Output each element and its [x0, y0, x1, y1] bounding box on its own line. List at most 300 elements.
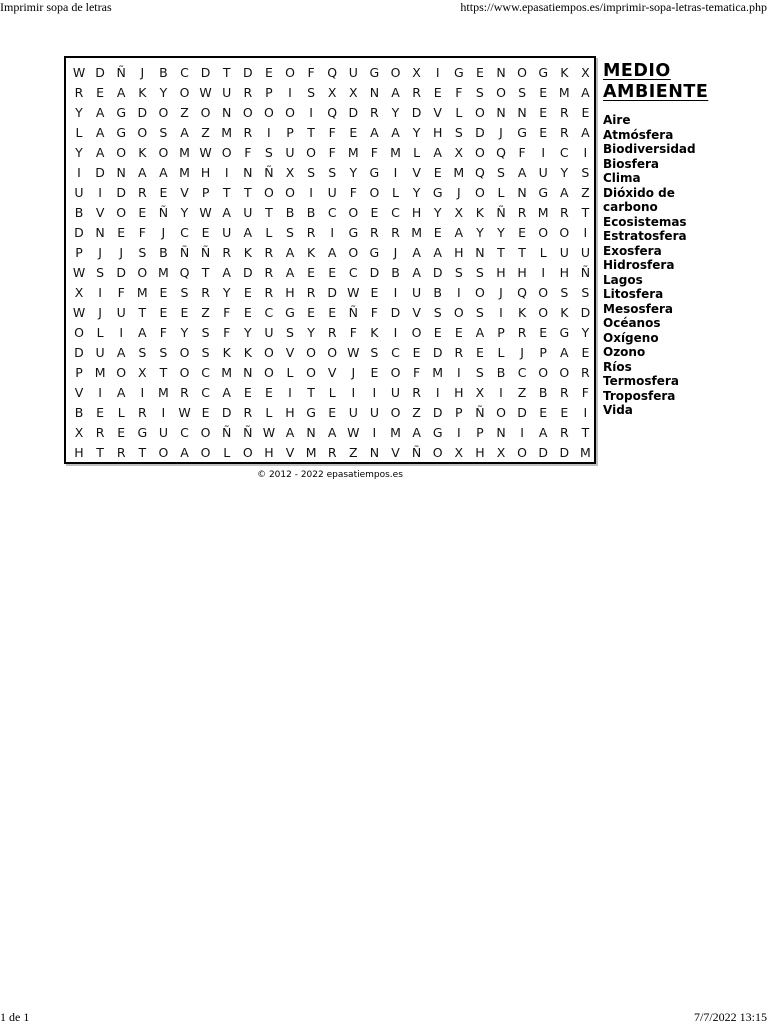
grid-letter: A [116, 385, 126, 400]
grid-letter: R [201, 285, 210, 300]
grid-letter: A [116, 85, 126, 100]
grid-letter: N [95, 225, 105, 240]
grid-letter: T [307, 385, 315, 400]
word-search-grid [64, 56, 596, 464]
grid-letter: I [393, 325, 398, 340]
grid-letter: E [117, 425, 126, 440]
grid-letter: S [497, 165, 505, 180]
grid-letter: Y [476, 225, 484, 240]
grid-letter: O [263, 345, 274, 360]
grid-letter: D [390, 305, 401, 320]
grid-letter: R [243, 405, 253, 420]
grid-letter: N [243, 365, 253, 380]
grid-letter: T [222, 65, 231, 80]
grid-row [66, 283, 594, 303]
grid-letter: U [116, 305, 126, 320]
grid-letter: I [98, 385, 102, 400]
grid-letter: R [370, 225, 379, 240]
grid-letter: E [328, 305, 337, 320]
grid-letter: D [116, 265, 126, 280]
grid-letter: O [285, 65, 295, 80]
grid-letter: Q [179, 265, 190, 280]
grid-letter: I [541, 145, 546, 160]
grid-letter: V [412, 305, 421, 320]
grid-letter: O [496, 405, 506, 420]
grid-letter: T [497, 245, 505, 260]
word-list-item: Ozono [603, 345, 646, 359]
grid-letter: N [369, 445, 380, 460]
grid-letter: U [264, 325, 274, 340]
grid-letter: O [242, 105, 253, 120]
grid-letter: E [518, 225, 527, 240]
grid-letter: R [243, 125, 253, 140]
grid-letter: E [328, 405, 337, 420]
grid-letter: S [475, 305, 484, 320]
grid-letter: S [307, 85, 316, 100]
grid-letter: P [455, 405, 463, 420]
grid-letter: R [559, 105, 569, 120]
grid-letter: Q [517, 285, 528, 300]
grid-letter: V [391, 445, 400, 460]
grid-letter: O [327, 345, 338, 360]
word-list-item: Clima [603, 171, 641, 185]
grid-letter: T [243, 185, 252, 200]
grid-letter: I [499, 305, 503, 320]
grid-letter: O [432, 445, 443, 460]
grid-letter: N [475, 245, 485, 260]
grid-letter: O [474, 145, 485, 160]
grid-letter: T [307, 125, 315, 140]
grid-letter: J [161, 225, 166, 240]
grid-letter: G [538, 185, 549, 200]
grid-letter: V [180, 185, 189, 200]
grid-letter: G [285, 305, 295, 320]
grid-letter: I [77, 165, 81, 180]
grid-letter: B [391, 265, 400, 280]
grid-row [66, 83, 594, 103]
grid-letter: L [75, 125, 83, 140]
grid-letter: E [475, 65, 484, 80]
grid-letter: M [411, 225, 422, 240]
grid-letter: S [286, 225, 294, 240]
grid-letter: O [179, 85, 190, 100]
grid-letter: Ñ [264, 165, 274, 180]
grid-letter: R [243, 85, 253, 100]
grid-letter: O [263, 185, 274, 200]
grid-letter: B [74, 205, 84, 220]
grid-letter: A [560, 185, 569, 200]
grid-letter: T [581, 205, 590, 220]
grid-row [66, 123, 594, 143]
grid-letter: E [370, 365, 379, 380]
grid-letter: R [264, 285, 274, 300]
grid-letter: D [137, 105, 148, 120]
word-list-item: Troposfera [603, 388, 676, 403]
grid-letter: E [138, 205, 147, 220]
word-list-item: Estratosfera [603, 229, 687, 243]
grid-letter: P [75, 365, 83, 380]
grid-letter: O [200, 445, 211, 460]
grid-letter: D [327, 285, 337, 300]
grid-letter: C [264, 305, 274, 320]
grid-letter: P [201, 185, 210, 200]
grid-letter: M [136, 285, 148, 300]
grid-letter: S [159, 345, 168, 360]
grid-letter: Y [180, 205, 189, 220]
grid-letter: O [474, 105, 485, 120]
grid-letter: T [518, 245, 526, 260]
grid-letter: F [244, 145, 252, 160]
grid-letter: R [306, 285, 316, 300]
grid-letter: C [348, 265, 358, 280]
grid-letter: E [264, 65, 273, 80]
grid-letter: Z [180, 105, 189, 120]
grid-letter: E [201, 405, 210, 420]
grid-letter: S [518, 85, 527, 100]
grid-letter: L [539, 245, 547, 260]
grid-letter: K [370, 325, 379, 340]
grid-letter: R [95, 425, 105, 440]
grid-letter: J [499, 125, 503, 140]
grid-letter: H [454, 385, 464, 400]
grid-letter: W [347, 345, 360, 360]
grid-letter: W [262, 425, 276, 440]
grid-letter: G [369, 245, 380, 260]
grid-letter: J [98, 305, 102, 320]
grid-letter: O [348, 245, 359, 260]
grid-letter: D [411, 105, 422, 120]
grid-letter: E [307, 265, 316, 280]
grid-letter: U [348, 65, 358, 80]
grid-letter: O [517, 65, 528, 80]
grid-letter: A [391, 85, 400, 100]
grid-letter: X [454, 445, 464, 460]
grid-letter: O [285, 105, 295, 120]
grid-letter: F [328, 125, 336, 140]
grid-letter: I [499, 385, 503, 400]
grid-letter: B [496, 365, 506, 380]
grid-letter: A [370, 125, 379, 140]
grid-letter: P [75, 245, 83, 260]
grid-letter: W [199, 145, 212, 160]
grid-letter: R [559, 425, 569, 440]
grid-letter: D [432, 265, 443, 280]
word-list-item: Aire [603, 113, 631, 127]
grid-row [66, 423, 594, 443]
grid-letter: I [288, 385, 292, 400]
grid-row [66, 163, 594, 183]
grid-letter: V [327, 365, 337, 380]
grid-letter: Ñ [116, 65, 126, 80]
word-list-item: Oxígeno [603, 330, 659, 345]
grid-letter: Ñ [158, 205, 169, 220]
grid-letter: R [264, 265, 274, 280]
grid-letter: T [222, 185, 231, 200]
grid-letter: U [390, 385, 401, 400]
grid-letter: L [117, 405, 125, 420]
grid-letter: V [285, 445, 295, 460]
grid-letter: Z [201, 125, 210, 140]
grid-letter: Q [327, 105, 338, 120]
grid-letter: U [222, 85, 232, 100]
grid-letter: J [393, 245, 398, 260]
grid-letter: U [369, 405, 379, 420]
grid-letter: Y [222, 285, 231, 300]
grid-letter: K [560, 305, 569, 320]
grid-letter: I [98, 285, 102, 300]
grid-letter: R [559, 205, 569, 220]
grid-letter: R [391, 225, 400, 240]
grid-letter: C [517, 365, 527, 380]
grid-letter: S [475, 365, 484, 380]
grid-letter: E [264, 385, 273, 400]
grid-letter: C [201, 365, 210, 380]
grid-letter: E [159, 305, 168, 320]
grid-letter: O [116, 145, 127, 160]
grid-letter: R [581, 365, 590, 380]
grid-letter: T [265, 205, 273, 220]
grid-letter: G [432, 425, 443, 440]
grid-letter: J [140, 65, 145, 80]
grid-letter: S [475, 85, 484, 100]
grid-letter: T [138, 305, 147, 320]
grid-letter: L [455, 105, 463, 120]
grid-row [66, 443, 594, 463]
grid-letter: X [454, 205, 464, 220]
grid-letter: I [98, 185, 102, 200]
grid-letter: R [517, 205, 527, 220]
grid-letter: G [348, 225, 359, 240]
grid-letter: B [285, 205, 295, 220]
grid-letter: S [264, 145, 273, 160]
grid-letter: C [559, 145, 569, 160]
grid-letter: X [496, 445, 506, 460]
grid-letter: A [327, 425, 337, 440]
grid-letter: D [200, 65, 211, 80]
grid-letter: C [180, 65, 189, 80]
grid-letter: D [517, 405, 527, 420]
grid-letter: O [137, 265, 148, 280]
grid-letter: M [537, 205, 549, 220]
word-list-item: Litosfera [603, 287, 664, 301]
grid-letter: E [96, 405, 105, 420]
grid-letter: F [159, 325, 167, 340]
grid-letter: O [242, 445, 253, 460]
grid-letter: Y [412, 185, 421, 200]
grid-letter: O [179, 365, 190, 380]
grid-letter: U [222, 225, 232, 240]
grid-letter: F [223, 305, 231, 320]
grid-letter: O [179, 345, 190, 360]
grid-letter: Z [201, 305, 210, 320]
grid-letter: B [306, 205, 316, 220]
grid-row [66, 363, 594, 383]
grid-letter: Q [327, 65, 338, 80]
grid-letter: I [393, 285, 398, 300]
grid-letter: J [119, 245, 124, 260]
grid-letter: B [433, 285, 442, 300]
grid-row [66, 383, 594, 403]
grid-letter: F [138, 225, 146, 240]
grid-letter: G [517, 125, 527, 140]
grid-letter: R [264, 245, 274, 260]
grid-letter: A [95, 145, 105, 160]
grid-letter: G [137, 425, 148, 440]
grid-letter: O [263, 105, 274, 120]
word-list-item: Lagos [603, 272, 643, 287]
grid-letter: W [347, 425, 360, 440]
grid-letter: I [330, 225, 335, 240]
grid-letter: E [370, 285, 379, 300]
grid-letter: O [116, 205, 127, 220]
grid-letter: I [456, 365, 461, 380]
grid-letter: D [116, 185, 126, 200]
grid-letter: E [475, 345, 484, 360]
grid-letter: R [306, 225, 316, 240]
grid-letter: X [74, 285, 84, 300]
print-footer-datetime: 7/7/2022 13:15 [693, 1010, 767, 1024]
grid-letter: E [159, 285, 168, 300]
grid-letter: O [390, 405, 401, 420]
grid-letter: A [285, 245, 295, 260]
grid-letter: G [559, 325, 570, 340]
word-list-item: Exosfera [603, 243, 662, 258]
grid-letter: M [453, 165, 465, 180]
grid-letter: H [285, 285, 295, 300]
grid-letter: I [224, 165, 229, 180]
grid-letter: O [538, 225, 549, 240]
grid-letter: F [455, 85, 463, 100]
grid-letter: U [327, 185, 337, 200]
grid-letter: M [157, 385, 169, 400]
grid-letter: O [137, 125, 148, 140]
grid-letter: O [116, 365, 127, 380]
grid-letter: M [221, 125, 233, 140]
grid-letter: Y [349, 165, 358, 180]
grid-letter: E [243, 385, 252, 400]
grid-letter: M [305, 445, 317, 460]
grid-letter: N [517, 185, 527, 200]
grid-letter: Z [349, 445, 358, 460]
grid-letter: W [347, 285, 360, 300]
grid-letter: A [222, 265, 231, 280]
grid-letter: X [581, 65, 590, 80]
grid-row [66, 303, 594, 323]
grid-letter: O [369, 185, 380, 200]
grid-letter: E [370, 205, 379, 220]
grid-letter: E [560, 405, 569, 420]
grid-letter: U [412, 285, 422, 300]
grid-letter: Ñ [496, 205, 506, 220]
grid-letter: B [159, 245, 168, 260]
grid-letter: D [242, 65, 253, 80]
grid-letter: O [263, 365, 274, 380]
grid-letter: E [243, 305, 252, 320]
word-list-item: Dióxido de carbono [603, 185, 675, 214]
grid-letter: N [496, 65, 506, 80]
grid-letter: W [72, 265, 86, 280]
grid-letter: K [517, 305, 527, 320]
grid-letter: A [454, 225, 464, 240]
word-list-item: Ecosistemas [603, 214, 687, 229]
grid-letter: C [180, 225, 189, 240]
grid-letter: E [539, 85, 548, 100]
grid-letter: F [223, 325, 231, 340]
grid-letter: F [518, 145, 526, 160]
grid-letter: R [116, 445, 126, 460]
grid-letter: A [180, 445, 189, 460]
grid-letter: U [243, 205, 253, 220]
grid-letter: I [288, 85, 292, 100]
grid-letter: E [117, 225, 126, 240]
grid-letter: O [559, 365, 570, 380]
grid-letter: B [74, 405, 84, 420]
grid-letter: Ñ [580, 265, 591, 280]
grid-letter: F [370, 305, 378, 320]
grid-letter: S [454, 265, 463, 280]
grid-letter: R [412, 385, 421, 400]
grid-letter: S [138, 245, 147, 260]
grid-letter: G [116, 105, 127, 120]
grid-letter: S [581, 165, 590, 180]
grid-letter: F [412, 365, 421, 380]
grid-letter: I [140, 385, 145, 400]
grid-letter: D [538, 445, 548, 460]
grid-letter: I [393, 165, 398, 180]
grid-letter: D [432, 345, 443, 360]
grid-letter: M [221, 365, 233, 380]
grid-letter: E [581, 105, 590, 120]
grid-letter: D [74, 225, 84, 240]
grid-letter: E [433, 225, 442, 240]
grid-letter: A [538, 425, 548, 440]
grid-letter: J [520, 345, 524, 360]
grid-letter: J [98, 245, 102, 260]
grid-letter: V [433, 105, 442, 120]
grid-letter: A [285, 425, 295, 440]
grid-row [66, 143, 594, 163]
grid-letter: L [497, 185, 505, 200]
grid-letter: N [222, 105, 232, 120]
grid-letter: G [306, 405, 316, 420]
grid-letter: X [285, 165, 295, 180]
grid-letter: R [74, 85, 84, 100]
grid-letter: O [411, 325, 422, 340]
grid-letter: W [199, 205, 212, 220]
grid-letter: I [456, 285, 461, 300]
grid-letter: L [223, 445, 231, 460]
grid-letter: E [539, 105, 548, 120]
grid-letter: A [391, 125, 400, 140]
grid-letter: E [539, 405, 548, 420]
grid-letter: K [475, 205, 484, 220]
grid-letter: X [412, 65, 421, 80]
grid-letter: V [412, 165, 421, 180]
grid-row [66, 243, 594, 263]
grid-letter: Q [474, 165, 485, 180]
grid-letter: T [159, 365, 168, 380]
grid-letter: S [581, 285, 590, 300]
grid-letter: Y [412, 125, 421, 140]
grid-letter: H [496, 265, 506, 280]
grid-letter: O [306, 365, 317, 380]
grid-letter: A [412, 245, 421, 260]
word-list-item: Biodiversidad [603, 142, 696, 156]
grid-letter: D [475, 125, 485, 140]
grid-letter: Y [560, 165, 569, 180]
grid-letter: V [74, 385, 84, 400]
grid-letter: F [370, 145, 378, 160]
